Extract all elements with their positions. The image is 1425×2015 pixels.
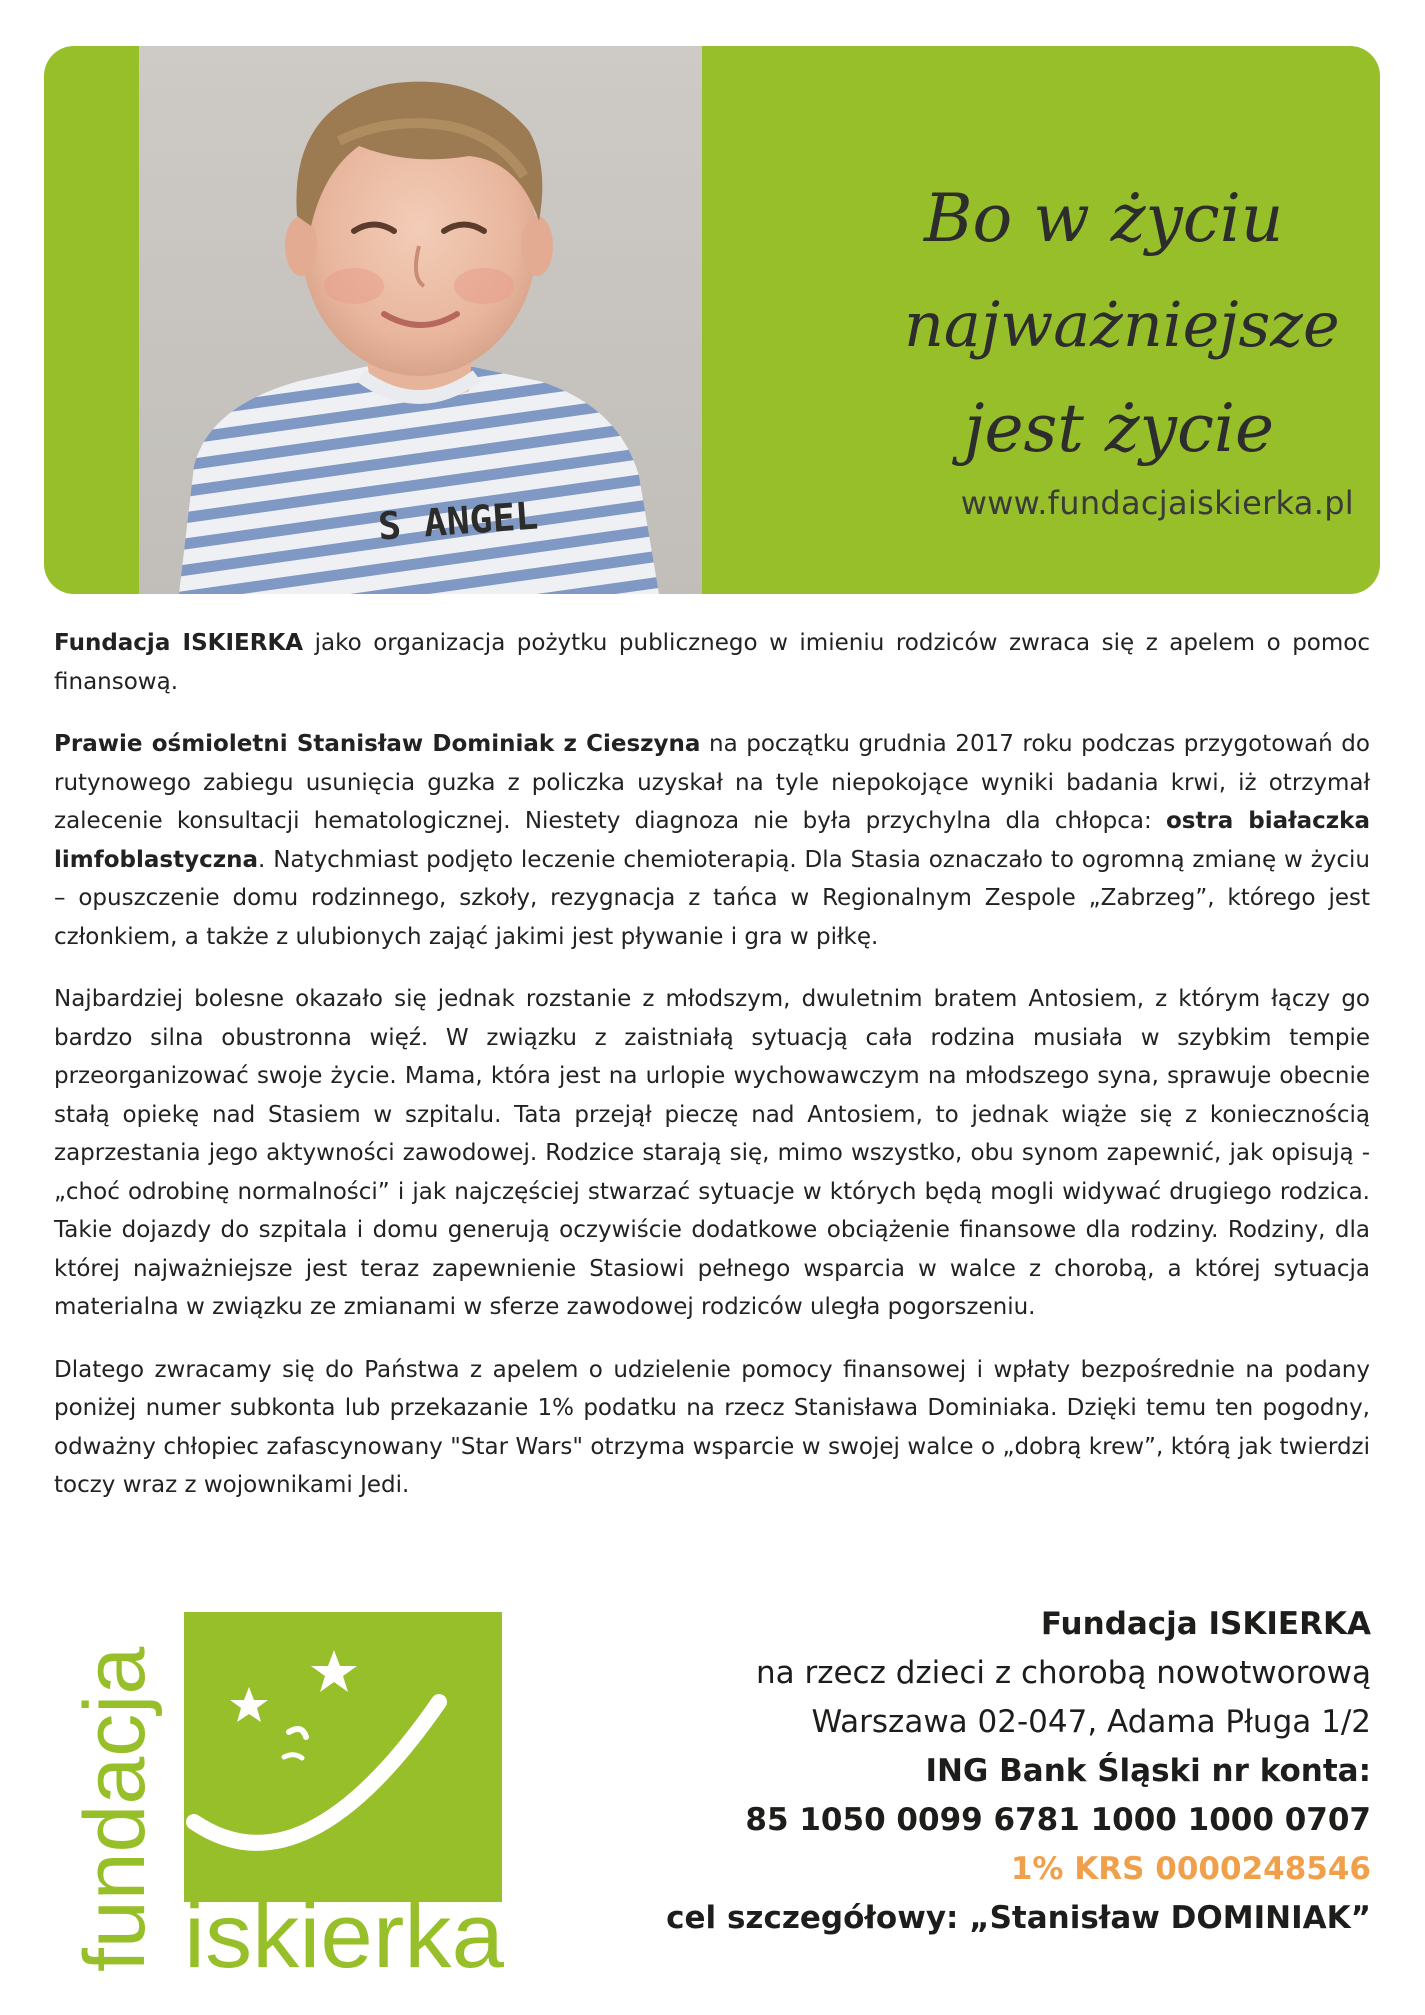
diagnosis-name: ostra białaczka limfoblastyczna [54,808,1370,873]
header-banner [44,46,1380,594]
paragraph-diagnosis [54,725,1370,956]
diagnosis-text-2: . Natychmiast podjęto leczenie chemioterapią. Dla Stasia oznaczało to ogromną zmianę w życiu – opuszczenie domu rodzinnego, szkoły, rezygnacja z tańca w Regionalnym Zespole „Zabrzeg”, którego jest członkiem, a także z ulubionych zająć jakimi jest pływanie i gra w piłkę. [54,846,1370,950]
shirt-print: S ANGEL [376,493,540,549]
slogan-line-3: jest życie [964,390,1275,467]
intro-text: jako organizacja pożytku publicznego w imieniu rodziców zwraca się z apelem o pomoc finansową. [54,630,1370,695]
org-name: Fundacja ISKIERKA [54,630,304,656]
contact-bank: ING Bank Śląski nr konta: [925,1753,1371,1789]
appeal-text [54,624,1370,1529]
diagnosis-text-1: na początku grudnia 2017 roku podczas przygotowań do rutynowego zabiegu usunięcia guzka z policzka uzyskał na tyle niepokojące wyniki badania krwi, iż otrzymał zalecenie konsultacji hematologicznej. Niestety diagnoza nie była przychylna dla chłopca: [54,731,1370,834]
paragraph-appeal: Dlatego zwracamy się do Państwa z apelem o udzielenie pomocy finansowej i wpłaty bezpośrednie na podany poniżej numer subkonta lub przekazanie 1% podatku na rzecz Stanisława Dominiaka. Dzięki temu ten pogodny, odważny chłopiec zafascynowany "Star Wars" otrzyma wsparcie w swojej walce o „dobrą krew”, którą jak twierdzi toczy wraz z wojownikami Jedi. [54,1356,1370,1498]
boy-photo [139,46,702,594]
child-name: Prawie ośmioletni Stanisław Dominiak z Cieszyna [54,731,701,757]
contact-org: Fundacja ISKIERKA [1040,1606,1371,1642]
logo-word-fundacja: fundacja [67,1646,163,1972]
website-url[interactable]: www.fundacjaiskierka.pl [960,484,1354,522]
slogan-handwriting [904,146,1374,526]
iskierka-logo [44,1592,514,1982]
contact-krs: 1% KRS 0000248546 [1010,1851,1371,1887]
contact-account-number: 85 1050 0099 6781 1000 1000 0707 [745,1802,1371,1838]
logo-word-iskierka: iskierka [184,1885,505,1982]
slogan-line-1: Bo w życiu [924,180,1284,257]
paragraph-intro [54,624,1370,701]
contact-address: Warszawa 02-047, Adama Pługa 1/2 [811,1704,1371,1740]
contact-goal: cel szczegółowy: „Stanisław DOMINIAK” [666,1900,1371,1936]
paragraph-family: Najbardziej bolesne okazało się jednak rozstanie z młodszym, dwuletnim bratem Antosiem, z którym łączy go bardzo silna obustronna więź. W związku z zaistniałą sytuacją cała rodzina musiała w szybkim tempie przeorganizować swoje życie. Mama, która jest na urlopie wychowawczym na młodszego syna, sprawuje obecnie stałą opiekę nad Stasiem w szpitalu. Tata przejął pieczę nad Antosiem, to jednak wiąże się z koniecznością zaprzestania jego aktywności zawodowej. Rodzice starają się, mimo wszystko, obu synom zapewnić, jak opisują - „choć odrobinę normalności” i jak najczęściej stwarzać sytuacje w których będą mogli widywać drugiego rodzica. Takie dojazdy do szpitala i domu generują oczywiście dodatkowe obciążenie finansowe dla rodziny. Rodziny, dla której najważniejsze jest teraz zapewnienie Stasiowi pełnego wsparcia w walce z chorobą, a której sytuacja materialna w związku ze zmianami w sferze zawodowej rodziców uległa pogorszeniu. [54,986,1370,1320]
contact-block [571,1600,1371,1943]
slogan-line-2: najważniejsze [904,288,1340,361]
contact-purpose: na rzecz dzieci z chorobą nowotworową [755,1655,1371,1691]
